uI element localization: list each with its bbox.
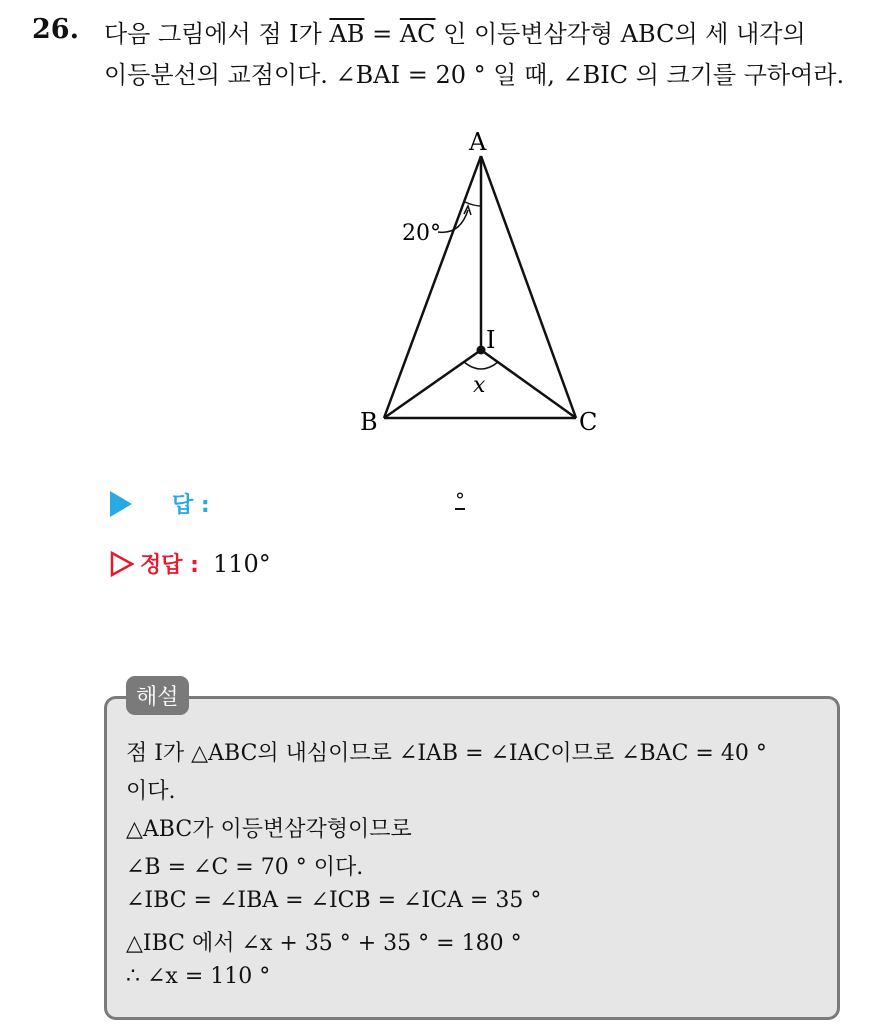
question-text-part: 다음 그림에서 점 I가 [104,20,330,48]
correct-answer-value: 110° [212,549,271,578]
solution-tag: 해설 [126,676,189,715]
label-c: C [579,408,598,436]
label-b: B [360,408,378,436]
side-ab [384,156,481,418]
angle-bic-arc [464,362,498,369]
answer-blank-degree[interactable]: ° [455,488,465,512]
answer-label: 답 : [172,493,210,518]
solution-line: △ABC가 이등변삼각형이므로 [126,817,412,842]
incenter-point [477,346,486,355]
angle-20-label: 20° [402,221,441,246]
question-text-part: 인 이등변삼각형 ABC의 세 내각의 [435,20,806,48]
segment-bi [384,350,481,418]
correct-answer-label: 정답 : [140,553,199,578]
side-ac [481,156,576,418]
solution-line: 이다. [126,779,176,804]
solution-line: 점 I가 △ABC의 내심이므로 ∠IAB = ∠IAC이므로 ∠BAC = 40 ° [126,741,767,766]
x-label: x [473,373,486,398]
segment-ab: $\overline{AB}$ [329,20,365,48]
solution-line: ∠IBC = ∠IBA = ∠ICB = ∠ICA = 35 ° [126,888,542,913]
solution-line: ∴ ∠x = 110 ° [126,964,271,989]
triangle-figure [340,120,620,440]
question-number: 26. [32,14,79,45]
correct-answer-row [110,548,271,579]
answer-row [110,488,210,519]
play-icon [110,491,132,517]
question-text-line-2: 이등분선의 교점이다. ∠BAI = 20 ° 일 때, ∠BIC 의 크기를 구하여라. [104,61,845,89]
equals-sign: = [364,20,400,48]
segment-ci [481,350,576,418]
outline-triangle-icon [110,551,134,577]
solution-line: ∠B = ∠C = 70 ° 이다. [126,855,364,880]
solution-line: △IBC 에서 ∠x + 35 ° + 35 ° = 180 ° [126,931,522,956]
question-text-line-1 [104,14,806,49]
angle-bai-arc [465,202,481,206]
label-i: I [486,326,496,354]
segment-ac: $\overline{AC}$ [399,20,436,48]
label-a: A [469,128,487,156]
